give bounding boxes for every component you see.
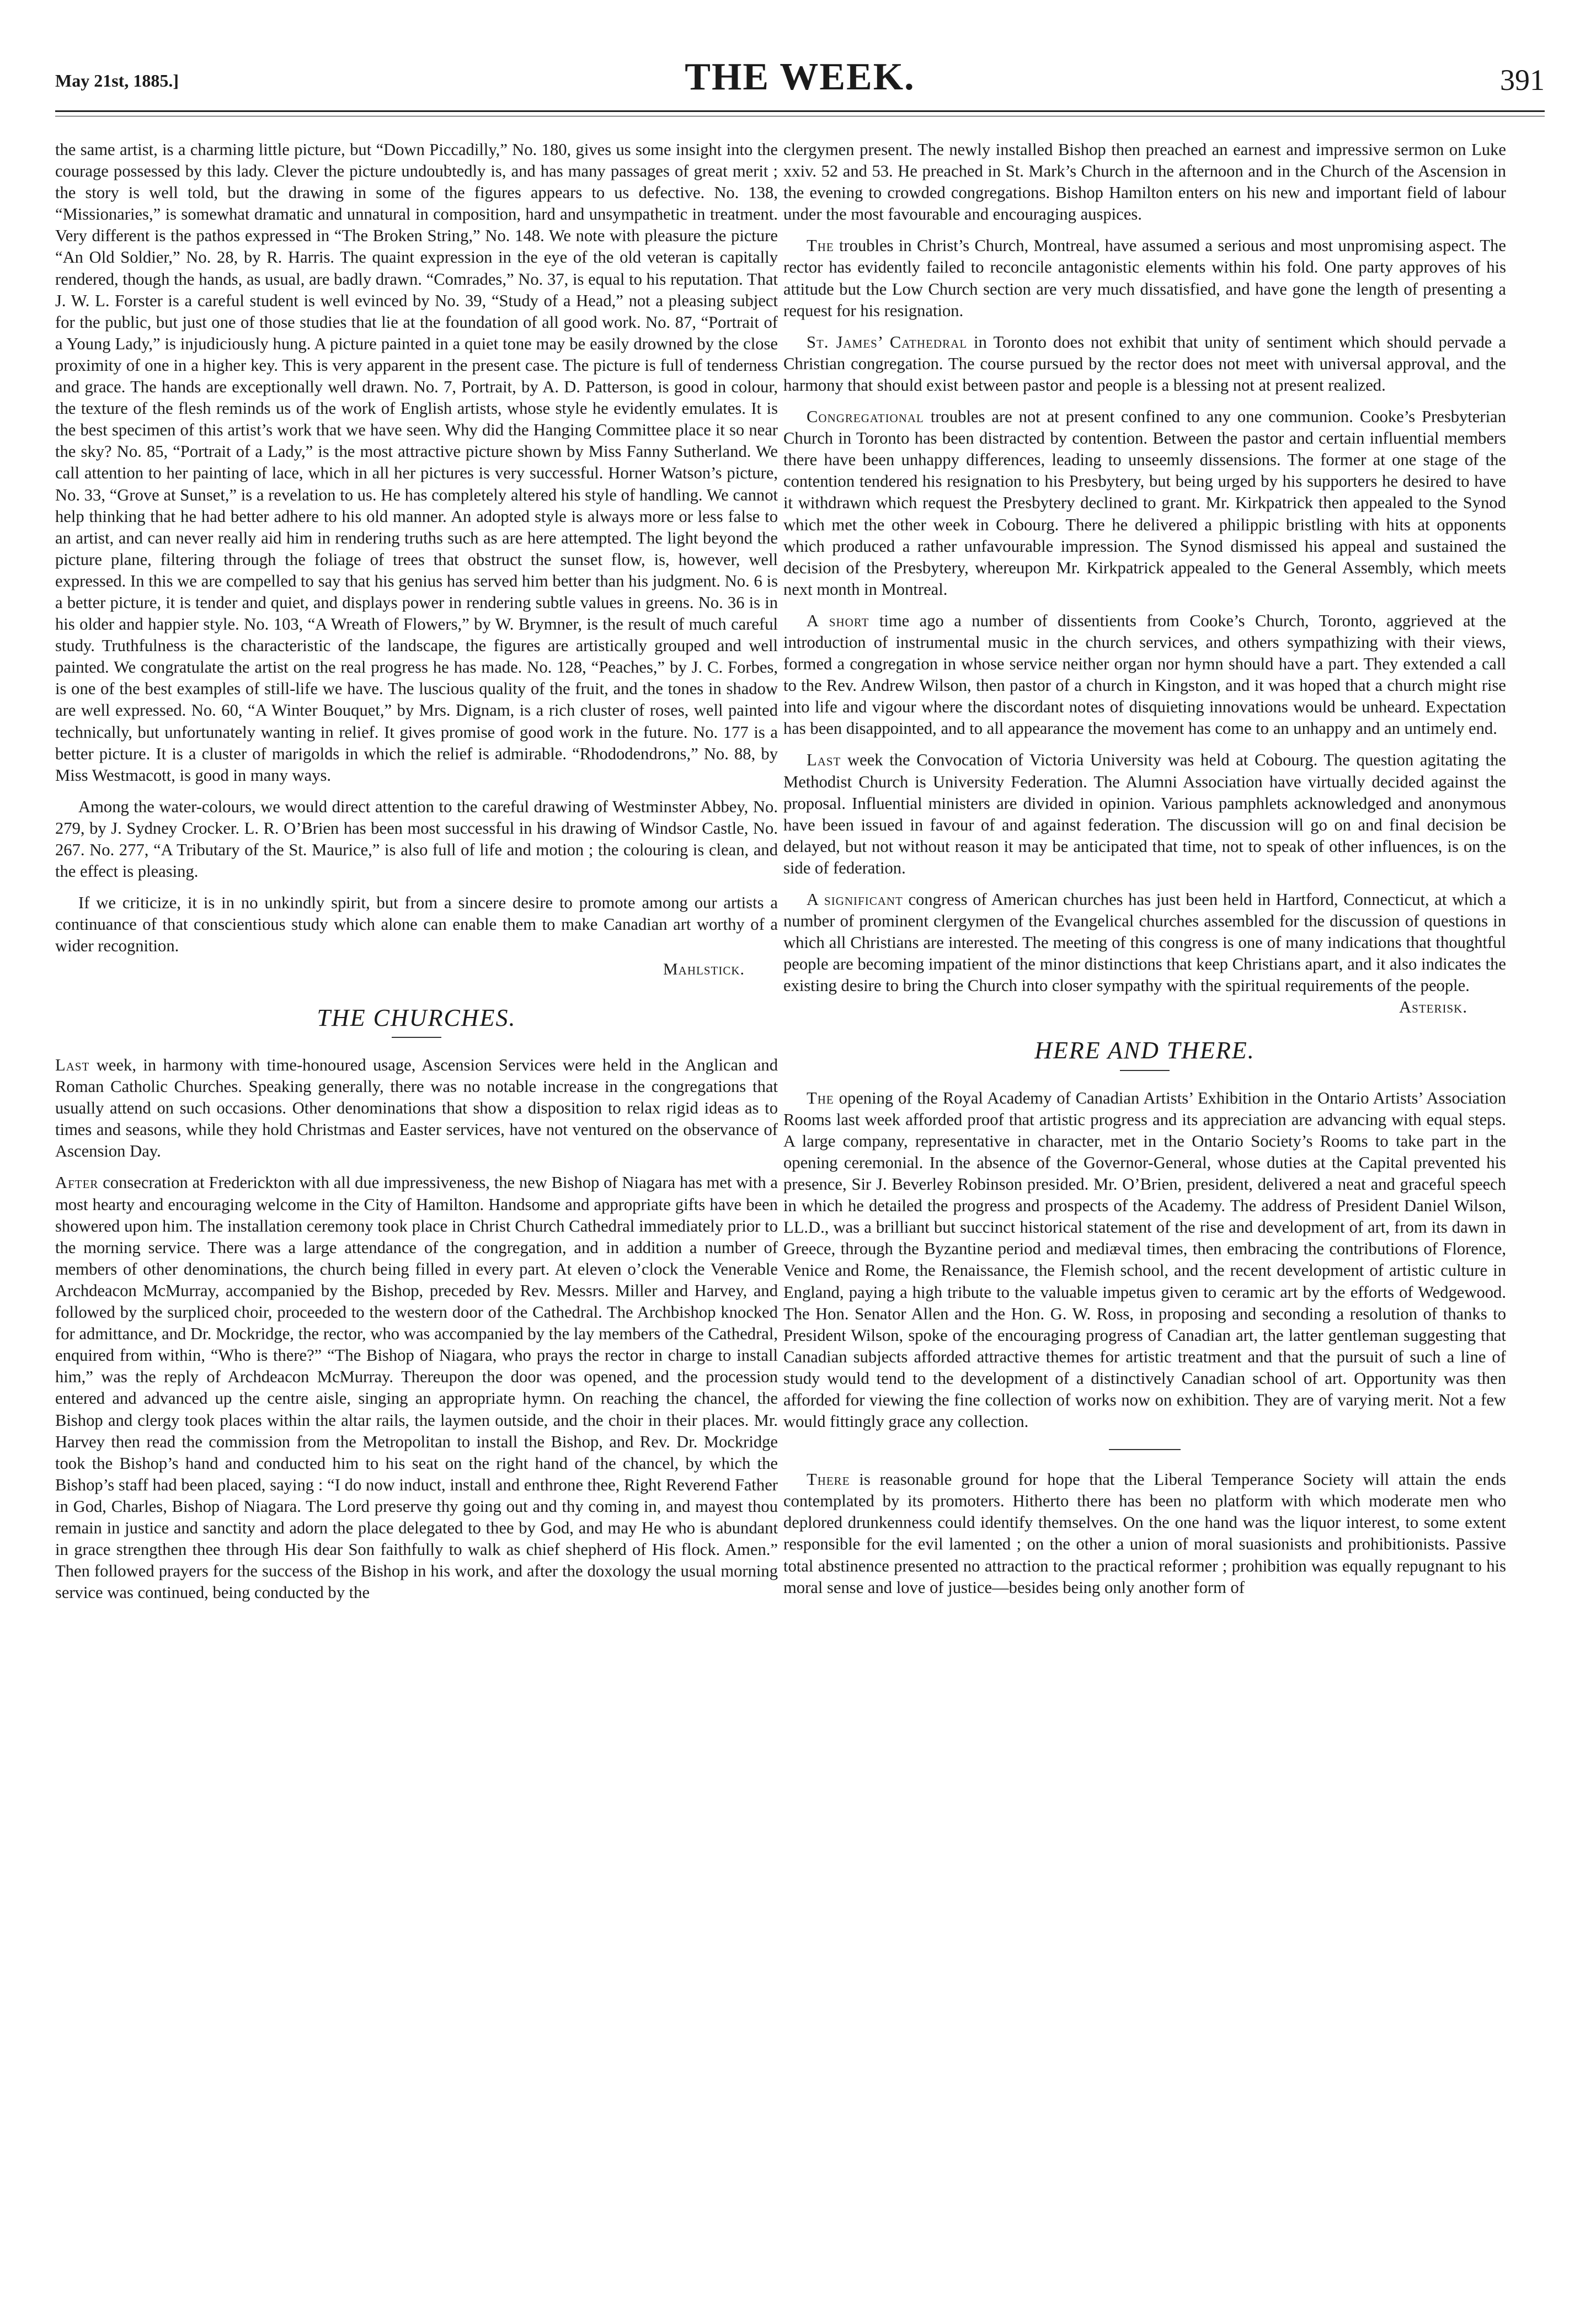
paragraph-text: week the Convocation of Victoria University was held at Cobourg. The question agitating the Methodist Church is University Federation. The Alumni Association have virtually decided against the proposal. Influential ministers are divided in opinion. Various pamphlets acknowledged and anonymous have been issued in favour of and against federation. The discussion will go on and final decision be delayed, but not without reason it may be anticipated that time, not to speak of other influences, is on the side of federation. [783, 750, 1506, 877]
lead-word: A short [807, 611, 869, 630]
lead-word: Congregational [807, 407, 924, 427]
left-column [55, 139, 778, 1613]
lead-word: Last [55, 1056, 90, 1075]
paragraph-text: is reasonable ground for hope that the Liberal Temperance Society will attain the ends contemplated by its promoters. Hitherto there has been no platform with which moderate men who deplored drunkenness could identify themselves. On the one hand was the liquor interest, to some extent responsible for the evil lamented ; on the other a union of moral suasionists and prohibitionists. Passive total abstinence presented no attraction to the practical reformer ; prohibition was equally repugnant to his moral sense and love of justice—besides being only another form of [783, 1470, 1506, 1597]
right-column [783, 139, 1506, 1608]
paragraph-text: in Toronto does not exhibit that unity of sentiment which should pervade a Christian congregation. The course pursued by the rector does not meet with universal approval, and the harmony that should exist between pastor and people is a blessing not at present realized. [783, 332, 1507, 395]
churches-paragraph: clergymen present. The newly installed Bishop then preached an earnest and impressive sermon on Luke xxiv. 52 and 53. He preached in St. Mark’s Church in the afternoon and in the Church of the Ascension in the evening to crowded congregations. Bishop Hamilton enters on his new and important field of labour under the most favourable and encouraging auspices. [783, 140, 1506, 224]
masthead [55, 55, 1545, 105]
churches-signature: Asterisk. [1399, 998, 1467, 1017]
section-title-here-and-there: HERE AND THERE. [1034, 1037, 1255, 1064]
lead-word: Last [807, 750, 841, 770]
paragraph-text: time ago a number of dissentients from Cooke’s Church, Toronto, aggrieved at the introduction of instrumental music in the church services, and others sympathizing with their views, formed a congregation in whose service neither organ nor hymn should have a part. They extended a call to the Rev. Andrew Wilson, then pastor of a church in Kingston, and it was hoped that a church might rise into life and vigour where the discordant notes of disquieting innovations would be unheard. Expectation has been disappointed, and to all appearance the movement has come to an unhappy and an untimely end. [783, 611, 1506, 738]
issue-date: May 21st, 1885.] [55, 71, 179, 90]
lead-word: The [807, 1088, 834, 1107]
paragraph-text: opening of the Royal Academy of Canadian Artists’ Exhibition in the Ontario Artists’ Association Rooms last week afforded proof that artistic progress and its appreciation are advancing with equal steps. A large company, representative in character, met in the Ontario Society’s Rooms to take part in the opening ceremonial. In the absence of the Governor-General, whose duties at the Capital prevented his presence, Sir J. Beverley Robinson presided. Mr. O’Brien, president, delivered a neat and graceful speech in which he detailed the progress and prospects of the Academy. The address of President Daniel Wilson, LL.D., was a brilliant but succinct historical statement of the rise and development of art, from its dawn in Greece, through the Byzantine period and mediæval times, then embracing the contributions of Florence, Venice and Rome, the Renaissance, the Flemish school, and the recent development of artistic culture in England, paying a high tribute to the valuable impetus given to ceramic art by the efforts of Wedgewood. The Hon. Senator Allen and the Hon. G. W. Ross, in proposing and seconding a resolution of thanks to President Wilson, spoke of the encouraging progress of Canadian art, the latter gentleman suggesting that Canadian subjects afforded attractive themes for artistic treatment and that the pursuit of such a line of study would tend to the development of a distinctively Canadian school of art. Opportunity was then afforded for viewing the fine collection of works now on exhibition. They are of varying merit. Not a few would fittingly grace any collection. [783, 1088, 1506, 1431]
page-number: 391 [1500, 63, 1545, 97]
paragraph-text: congress of American churches has just been held in Hartford, Connecticut, at which a number of prominent clergymen of the Evangelical churches assembled for the discussion of questions in which all Christians are interested. The meeting of this congress is one of many indications that thoughtful people are becoming impatient of the minor distinctions that keep Christians apart, and it also indicates the existing desire to bring the Church into closer sympathy with the spiritual requirements of the people. [783, 890, 1506, 995]
churches-paragraph [783, 406, 1506, 600]
art-signature: Mahlstick. [663, 960, 745, 979]
here-paragraph [783, 1088, 1506, 1433]
lead-word: A significant [807, 890, 903, 909]
paragraph-text: troubles are not at present confined to any one communion. Cooke’s Presbyterian Church in Toronto has been distracted by contention. Between the pastor and certain influential members there have been unhappy differences, leading to unseemly dissensions. The former at one stage of the contention tendered his resignation to his Presbytery, but being urged by his supporters he desired to have it withdrawn which request the Presbytery declined to grant. Mr. Kirkpatrick then appealed to the Synod which met the other week in Cobourg. There he delivered a philippic bristling with hits at opponents which produced a rather unfavourable impression. The Synod dismissed his appeal and sustained the decision of the Presbytery, whereupon Mr. Kirkpatrick appealed to the General Assembly, which meets next month in Montreal. [783, 407, 1506, 599]
art-paragraph: If we criticize, it is in no unkindly spirit, but from a sincere desire to promote among our artists a continuance of that conscientious study which alone can enable them to make Canadian art worthy of a wider recognition. [55, 893, 778, 956]
section-rule [1120, 1070, 1170, 1071]
churches-paragraph [783, 749, 1506, 879]
section-title-churches: THE CHURCHES. [317, 1004, 516, 1031]
lead-word: The [807, 236, 834, 255]
paragraph-text: consecration at Frederickton with all due impressiveness, the new Bishop of Niagara has met with a most hearty and encouraging welcome in the City of Hamilton. Handsome and appropriate gifts have been showered upon him. The installation ceremony took place in Christ Church Cathedral immediately prior to the morning service. There was a large attendance of the congregation, and in addition a number of members of other denominations, the church being filled in every part. At eleven o’clock the Venerable Archdeacon McMurray, accompanied by the Bishop, preceded by Rev. Messrs. Miller and Harvey, and followed by the surpliced choir, proceeded to the western door of the Cathedral. The Archbishop knocked for admittance, and Dr. Mockridge, the rector, who was accompanied by the lay members of the Cathedral, enquired from within, “Who is there?” “The Bishop of Niagara, who prays the rector in charge to install him,” was the reply of Archdeacon McMurray. Thereupon the door was opened, and the procession entered and advanced up the centre aisle, singing an appropriate hymn. On reaching the chancel, the Bishop and clergy took places within the altar rails, the laymen outside, and the choir in their places. Mr. Harvey then read the commission from the Metropolitan to install the Bishop, and Rev. Dr. Mockridge took the Bishop’s hand and conducted him to his seat on the right hand of the chancel, by which the Bishop’s staff had been placed, saying : “I do now induct, install and enthrone thee, Right Reverend Father in God, Charles, Bishop of Niagara. The Lord preserve thy going out and thy coming in, and mayest thou remain in justice and sanctity and adorn the place delegated to thee by God, and may He who is abundant in grace strengthen thee through His dear Son faithfully to walk as chief shepherd of His flock. Amen.” Then followed prayers for the success of the Bishop in his work, and after the doxology the usual morning service was continued, being conducted by the [55, 1173, 778, 1602]
art-paragraph: the same artist, is a charming little picture, but “Down Piccadilly,” No. 180, gives us some insight into the courage possessed by this lady. Clever the picture undoubtedly is, and has many passages of great merit ; the story is well told, but the drawing in some of the figures appears to us defective. No. 138, “Missionaries,” is somewhat dramatic and unnatural in composition, hard and unsympathetic in treatment. Very different is the pathos expressed in “The Broken String,” No. 148. We note with pleasure the picture “An Old Soldier,” No. 28, by R. Harris. The quaint expression in the eye of the old veteran is capitally rendered, though the hands, as usual, are badly drawn. “Comrades,” No. 37, is equal to his reputation. That J. W. L. Forster is a careful student is well evinced by No. 39, “Study of a Head,” not a pleasing subject for the public, but just one of those studies that lie at the foundation of all good work. No. 87, “Portrait of a Young Lady,” is injudiciously hung. A picture painted in a quiet tone may be easily drowned by the close proximity of one in a higher key. This is very apparent in the present case. The picture is full of tenderness and grace. The hands are exceptionally well drawn. No. 7, Portrait, by A. D. Patterson, is good in colour, the texture of the flesh reminds us of the work of English artists, whose style he evidently emulates. It is the best specimen of this artist’s work that we have seen. Why did the Hanging Committee place it so near the sky? No. 85, “Portrait of a Lady,” is the most attractive picture shown by Miss Fanny Sutherland. We call attention to her painting of lace, which in all her pictures is very successful. Horner Watson’s picture, No. 33, “Grove at Sunset,” is a revelation to us. He has completely altered his style of handling. We cannot help thinking that he had better adhere to his old manner. An adopted style is always more or less false to an artist, and can never really aid him in rendering truths such as are here attempted. The light beyond the picture plane, filtering through the foliage of trees that obstruct the sunset flow, is, however, well expressed. In this we are compelled to say that his genius has served him better than his judgment. No. 6 is a better picture, it is tender and quiet, and displays power in rendering subtle values in greens. No. 36 is in his older and happier style. No. 103, “A Wreath of Flowers,” by W. Brymner, is the result of much careful study. Truthfulness is the characteristic of the landscape, the figures are artistically grouped and well painted. We congratulate the artist on the real progress he has made. No. 128, “Peaches,” by J. C. Forbes, is one of the best examples of still-life we have. The luscious quality of the fruit, and the tones in shadow are well expressed. No. 60, “A Winter Bouquet,” by Mrs. Dignam, is a rich cluster of roses, well painted technically, but unfortunately wanting in relief. It gives promise of good work in the future. No. 177 is a better picture. It is a cluster of marigolds in which the relief is admirable. “Rhododendrons,” No. 88, by Miss Westmacott, is good in many ways. [55, 140, 778, 785]
churches-paragraph [783, 610, 1506, 740]
paragraph-text: troubles in Christ’s Church, Montreal, have assumed a serious and most unpromising aspect. The rector has evidently failed to reconcile antagonistic elements within his fold. One party approves of his attitude but the Low Church section are very much dissatisfied, and have gone the length of presenting a request for his resignation. [783, 236, 1506, 320]
publication-title: THE WEEK. [685, 56, 915, 98]
churches-paragraph [783, 889, 1506, 1017]
separator-rule [1109, 1449, 1181, 1450]
lead-word: After [55, 1173, 99, 1192]
churches-paragraph [55, 1172, 778, 1604]
art-paragraph: Among the water-colours, we would direct attention to the careful drawing of Westminster Abbey, No. 279, by J. Sydney Crocker. L. R. O’Brien has been most successful in his drawing of Windsor Castle, No. 267. No. 277, “A Tributary of the St. Maurice,” is also full of life and motion ; the colouring is clean, and the effect is pleasing. [55, 797, 778, 881]
here-paragraph [783, 1469, 1506, 1599]
header-rule [55, 110, 1545, 112]
churches-paragraph [55, 1054, 778, 1162]
churches-paragraph [783, 235, 1506, 321]
lead-word: St. James’ Cathedral [807, 332, 968, 351]
churches-paragraph [783, 332, 1506, 396]
section-rule [392, 1037, 441, 1038]
lead-word: There [807, 1470, 850, 1489]
paragraph-text: week, in harmony with time-honoured usage, Ascension Services were held in the Anglican and Roman Catholic Churches. Speaking generally, there was no notable increase in the congregations that usually attend on such occasions. Other denominations that show a disposition to relax rigid ideas as to times and seasons, while they hold Christmas and Easter services, have not ventured on the observance of Ascension Day. [55, 1056, 778, 1161]
